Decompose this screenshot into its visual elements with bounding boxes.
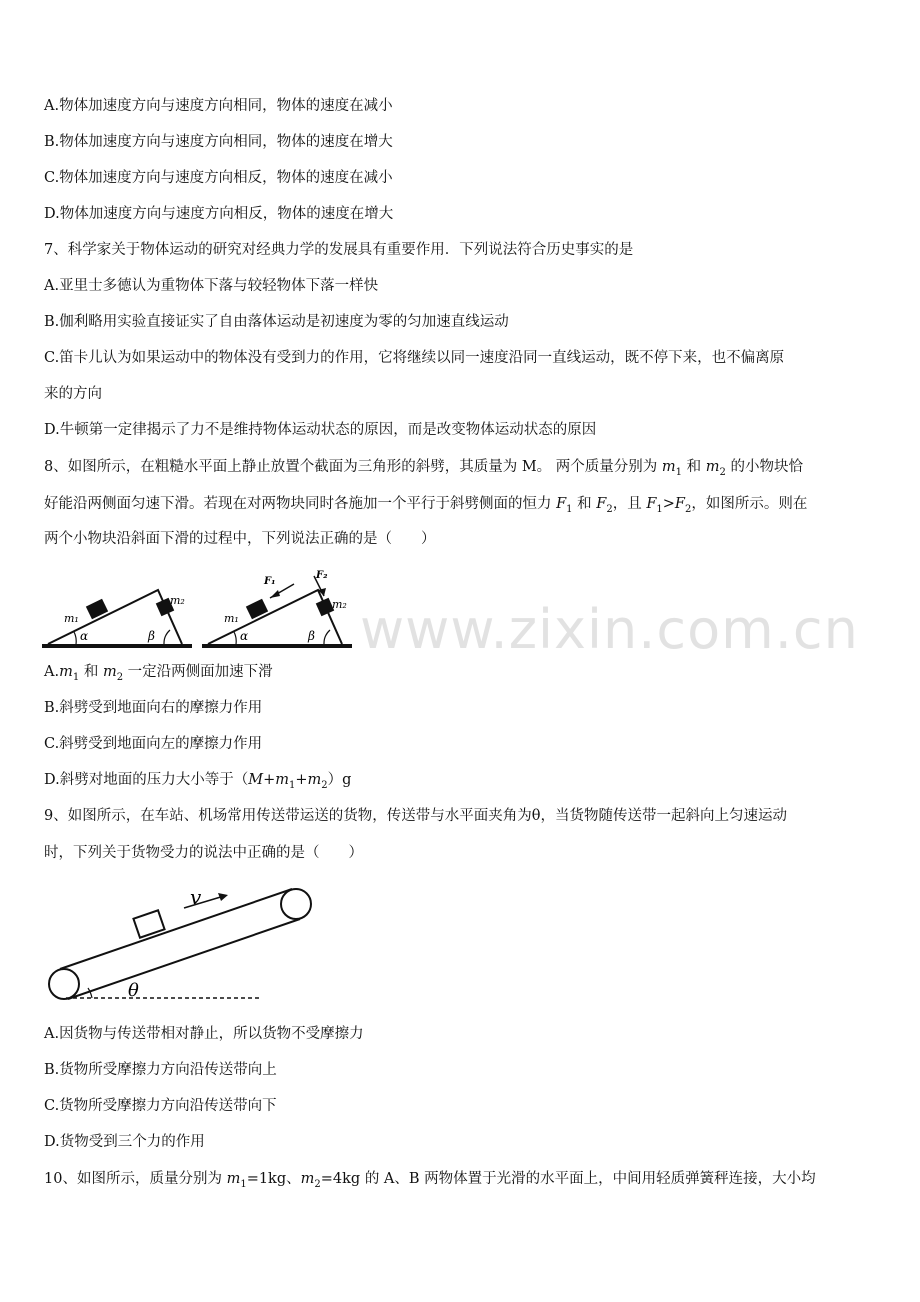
label-beta-right: β <box>308 629 315 643</box>
q7-option-c-line1: C.笛卡儿认为如果运动中的物体没有受到力的作用，它将继续以同一速度沿同一直线运动，既不停下来，也不偏离原 <box>44 350 785 366</box>
q7-stem: 7、科学家关于物体运动的研究对经典力学的发展具有重要作用．下列说法符合历史事实的是 <box>44 242 634 258</box>
conveyor-belt-bottom <box>68 919 300 999</box>
q9-option-d: D.货物受到三个力的作用 <box>44 1134 205 1150</box>
label-alpha-left: α <box>80 629 89 643</box>
q8-option-a: $A.m_1$ 和 $m_2$ 一定沿两侧面加速下滑 <box>44 664 273 683</box>
q7-option-c-line2: 来的方向 <box>44 386 102 402</box>
label-theta: θ <box>128 980 139 1001</box>
conveyor-roller-right <box>281 889 311 919</box>
label-v: v <box>190 885 202 909</box>
label-beta-left: β <box>148 629 155 643</box>
q8-option-d: D.斜劈对地面的压力大小等于$(M+m_1+m_2)g$ <box>44 772 352 791</box>
q8-wedge-figure <box>40 566 360 652</box>
q9-stem-line2: 时，下列关于货物受力的说法中正确的是（ ） <box>44 845 363 861</box>
label-m2-left: m₂ <box>170 594 185 607</box>
label-m2-right: m₂ <box>332 598 347 611</box>
q8-option-b: B.斜劈受到地面向右的摩擦力作用 <box>44 700 263 716</box>
wedge-left <box>42 590 192 648</box>
label-f1: F₁ <box>264 576 276 587</box>
q8-stem-line3: 两个小物块沿斜面下滑的过程中，下列说法正确的是（ ） <box>44 531 436 547</box>
conveyor-belt-top <box>60 889 292 969</box>
q7-option-b: B.伽利略用实验直接证实了自由落体运动是初速度为零的匀加速直线运动 <box>44 314 509 330</box>
q6-option-d: D.物体加速度方向与速度方向相反，物体的速度在增大 <box>44 206 394 222</box>
label-f2: F₂ <box>316 570 328 581</box>
q9-option-a: A.因货物与传送带相对静止，所以货物不受摩擦力 <box>44 1026 364 1042</box>
conveyor-roller-left <box>49 969 79 999</box>
q8-stem-line1: 8、如图所示，在粗糙水平面上静止放置个截面为三角形的斜劈，其质量为 M。 两个质量分别为 $m_1$ 和 $m_2$ 的小物块恰 <box>44 459 803 478</box>
label-alpha-right: α <box>240 629 249 643</box>
wedge-right <box>202 570 352 648</box>
q6-option-c: C.物体加速度方向与速度方向相反，物体的速度在减小 <box>44 170 393 186</box>
label-m1-left: m₁ <box>64 612 79 625</box>
watermark: www.zixin.com.cn <box>360 598 859 661</box>
q7-option-d: D.牛顿第一定律揭示了力不是维持物体运动状态的原因，而是改变物体运动状态的原因 <box>44 422 597 438</box>
q6-option-a: A.物体加速度方向与速度方向相同，物体的速度在减小 <box>44 98 393 114</box>
q9-option-c: C.货物所受摩擦力方向沿传送带向下 <box>44 1098 277 1114</box>
q10-stem: 10、如图所示，质量分别为 $m_1=1kg$、$m_2=4kg$ 的 A、B 两物体置于光滑的水平面上，中间用轻质弹簧秤连接，大小均 <box>44 1171 816 1190</box>
q8-option-c: C.斜劈受到地面向左的摩擦力作用 <box>44 736 263 752</box>
q9-stem-line1: 9、如图所示，在车站、机场常用传送带运送的货物，传送带与水平面夹角为θ，当货物随传送带一起斜向上匀速运动 <box>44 808 787 824</box>
q8-stem-line2: 好能沿两侧面匀速下滑。若现在对两物块同时各施加一个平行于斜劈侧面的恒力 $F_1$ 和 $F_2$，且 $F_1>F_2$，如图所示。则在 <box>44 496 808 515</box>
q9-conveyor-figure <box>44 880 324 1006</box>
q9-option-b: B.货物所受摩擦力方向沿传送带向上 <box>44 1062 277 1078</box>
q6-option-b: B.物体加速度方向与速度方向相同，物体的速度在增大 <box>44 134 393 150</box>
label-m1-right: m₁ <box>224 612 239 625</box>
q7-option-a: A.亚里士多德认为重物体下落与较轻物体下落一样快 <box>44 278 379 294</box>
